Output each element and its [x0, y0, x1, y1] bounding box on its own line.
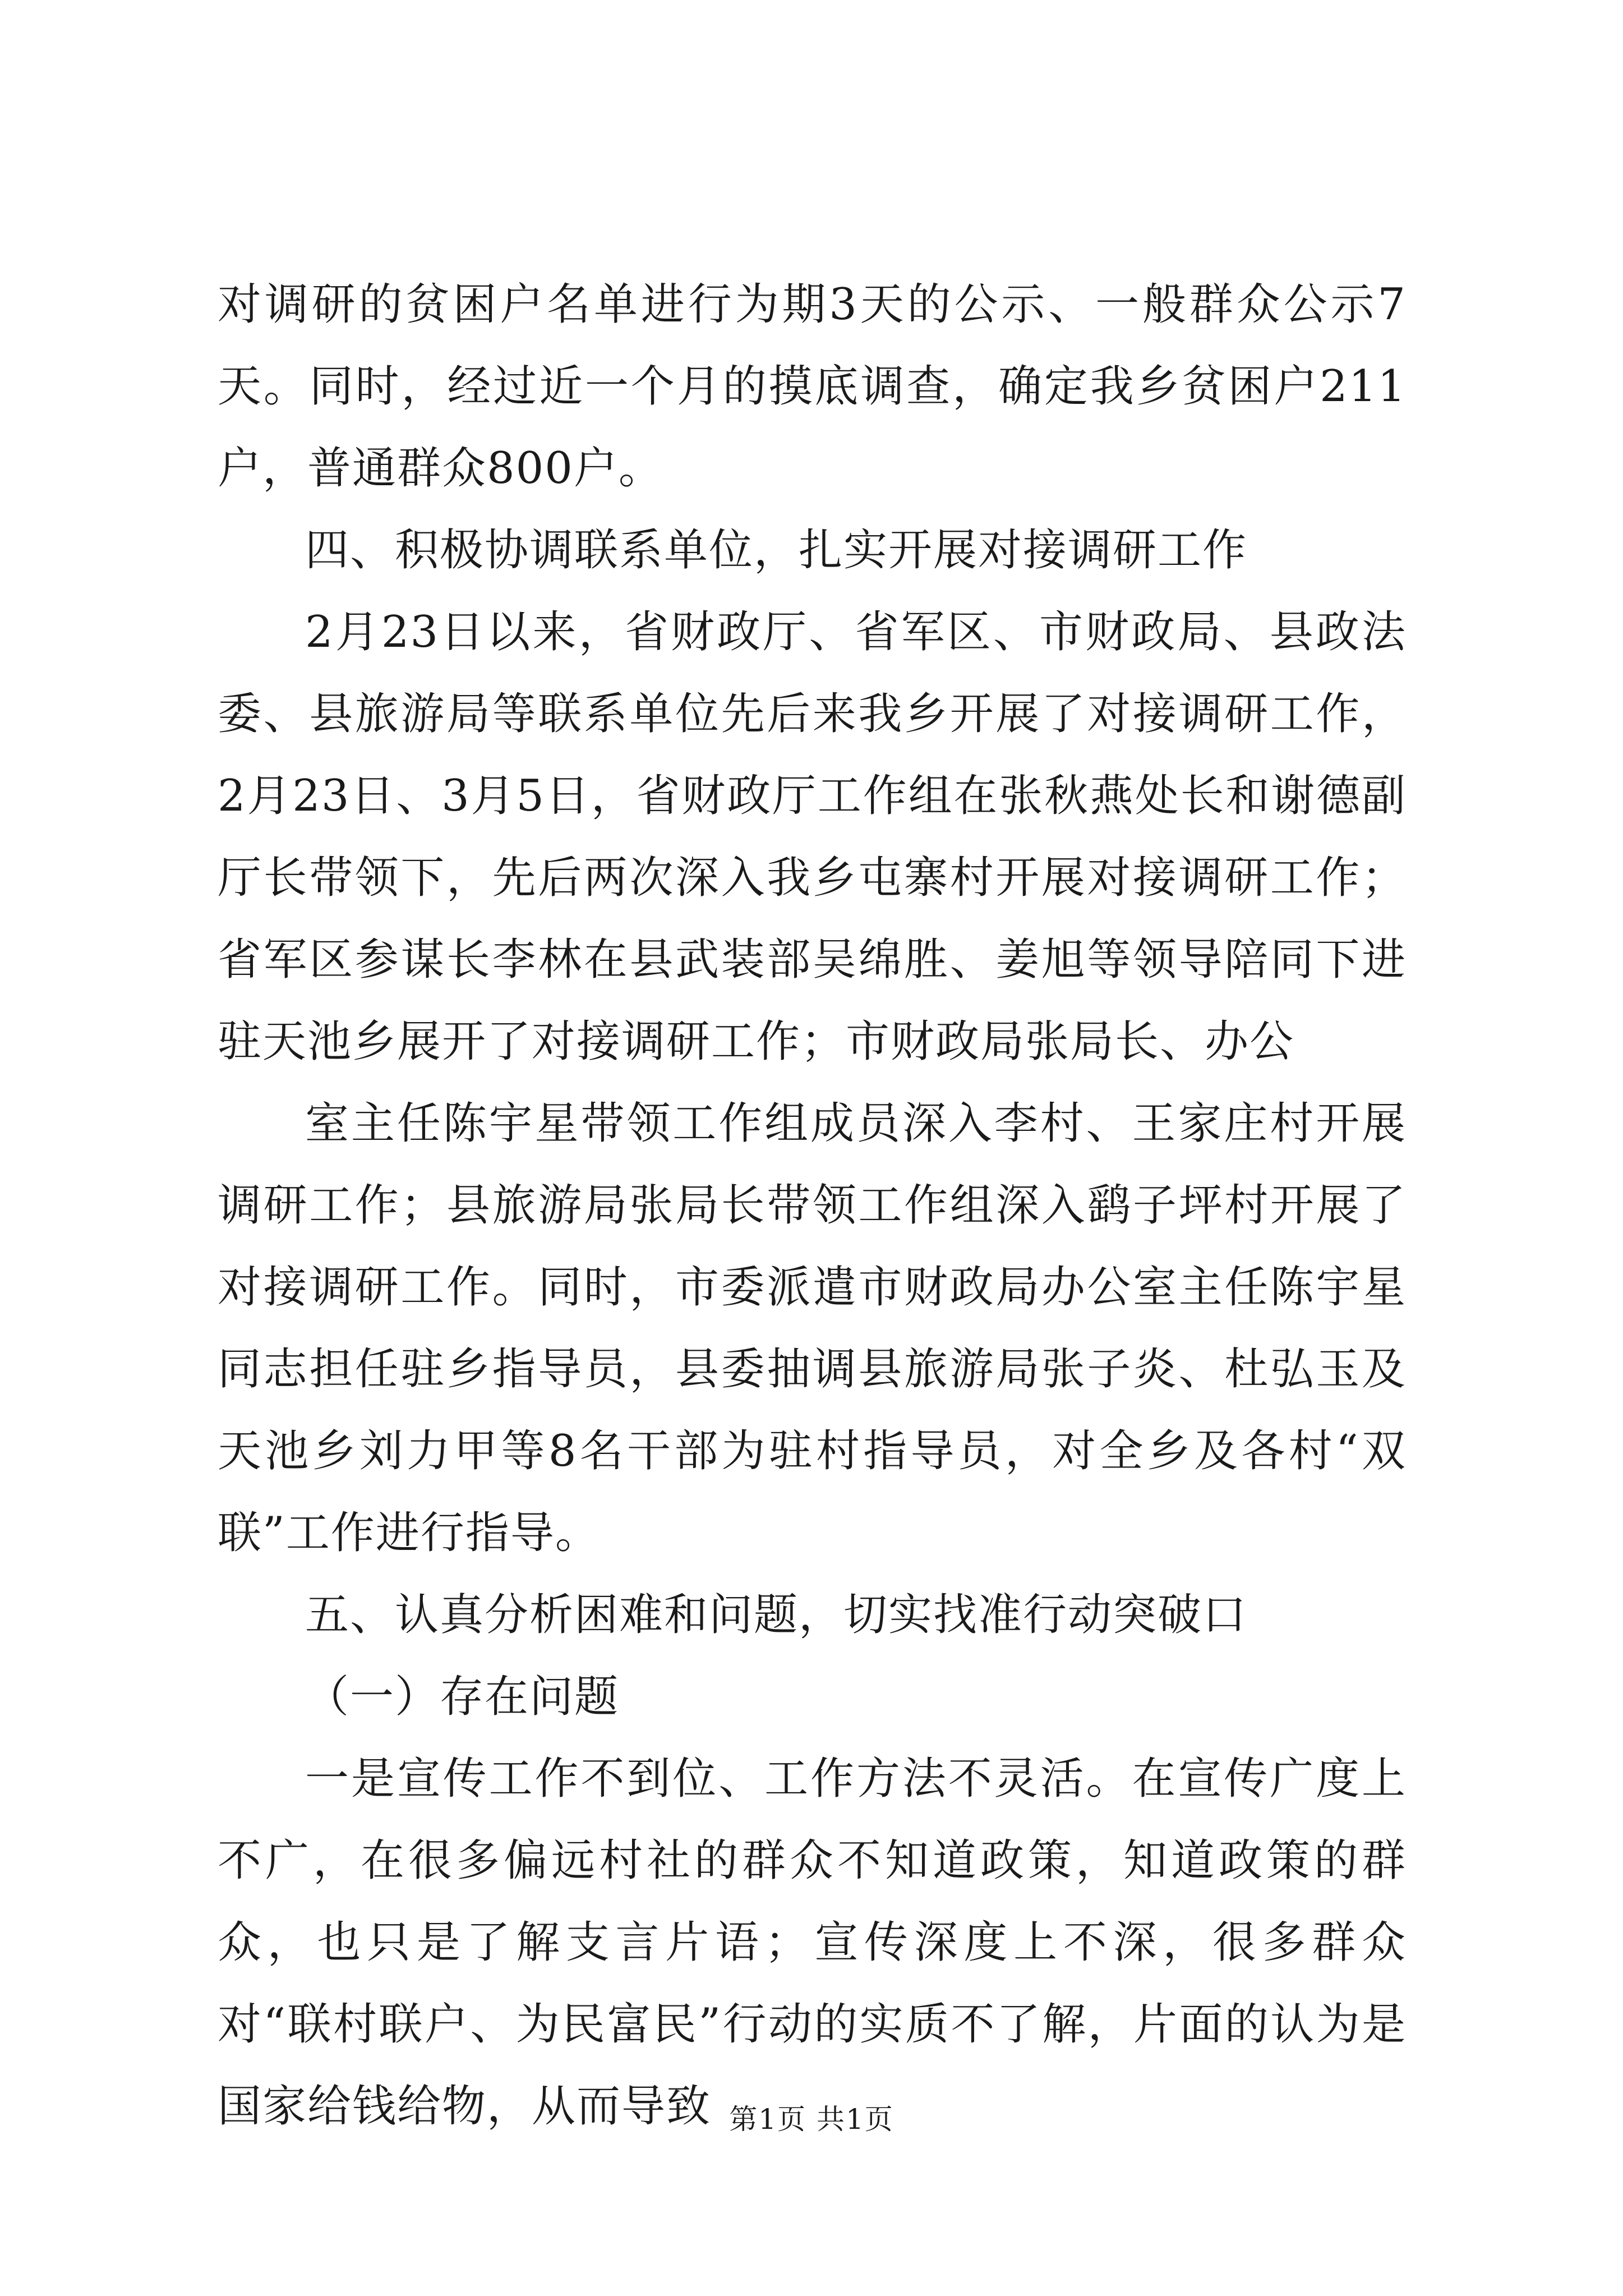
paragraph-work-groups: 室主任陈宇星带领工作组成员深入李村、王家庄村开展调研工作；县旅游局张局长带领工作组深入鹞子坪村开展了对接调研工作。同时，市委派遣市财政局办公室主任陈宇星同志担任驻乡指导员，县委抽调县旅游局张子炎、杜弘玉及天池乡刘力甲等8名干部为驻村指导员，对全乡及各村“双联”工作进行指导。: [218, 1098, 1407, 1558]
section-heading-five: 五、认真分析困难和问题，切实找准行动突破口: [305, 1590, 1248, 1640]
subsection-heading-problems: （一）存在问题: [305, 1672, 620, 1722]
document-body: [218, 264, 1407, 2147]
page-footer: 第1页 共1页: [729, 2103, 894, 2136]
paragraph-liaison-units: 2月23日以来，省财政厅、省军区、市财政局、县政法委、县旅游局等联系单位先后来我乡开展了对接调研工作，2月23日、3月5日，省财政厅工作组在张秋燕处长和谢德副厅长带领下，先后两次深入我乡屯寨村开展对接调研工作；省军区参谋长李林在县武装部吴绵胜、姜旭等领导陪同下进驻天池乡展开了对接调研工作；市财政局张局长、办公: [218, 607, 1407, 1067]
section-heading-four: 四、积极协调联系单位，扎实开展对接调研工作: [305, 525, 1248, 576]
paragraph-publicity-problem: 一是宣传工作不到位、工作方法不灵活。在宣传广度上不广，在很多偏远村社的群众不知道政策，知道政策的群众，也只是了解支言片语；宣传深度上不深，很多群众对“联村联户、为民富民”行动的实质不了解，片面的认为是国家给钱给物，从而导致: [218, 1754, 1407, 2132]
paragraph-continuation: 对调研的贫困户名单进行为期3天的公示、一般群众公示7天。同时，经过近一个月的摸底调查，确定我乡贫困户211户，普通群众800户。: [218, 279, 1407, 494]
